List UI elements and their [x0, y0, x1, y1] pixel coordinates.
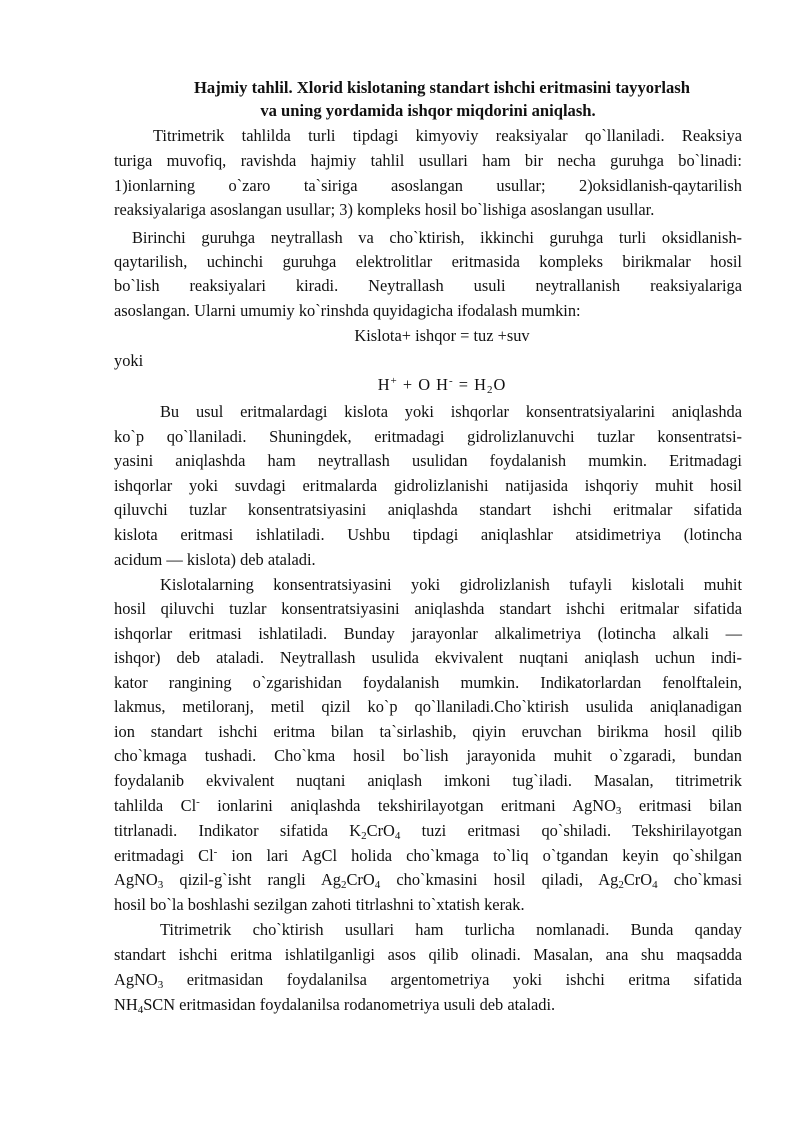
document-title-line-2: va uning yordamida ishqor miqdorini aniqlash. [260, 101, 596, 120]
paragraph-3-line: qiluvchi tuzlar konsentratsiyasini aniqlashda standart ishchi eritmalar sifatida [114, 500, 742, 519]
paragraph-1-line: Titrimetrik tahlilda turli tipdagi kimyoviy reaksiyalar qo`llaniladi. Reaksiya [153, 126, 742, 145]
paragraph-3-line: ko`p qo`llaniladi. Shuningdek, eritmadagi gidrolizlanuvchi tuzlar konsentratsi- [114, 427, 742, 446]
paragraph-1-line: 1)ionlarning o`zaro ta`siriga asoslangan usullar; 2)oksidlanish-qaytarilish [114, 176, 742, 195]
paragraph-4-line: AgNO$_3$ qizil-g`isht rangli $Ag_2CrO_4$ cho`kmasini hosil qiladi, $Ag_2CrO_4$ cho`kmasi [114, 870, 742, 891]
paragraph-3-line: Bu usul eritmalardagi kislota yoki ishqorlar konsentratsiyalarini aniqlashda [160, 402, 742, 421]
paragraph-5-line: $NH_4SCN$ eritmasidan foydalanilsa rodanometriya usuli deb ataladi. [114, 995, 556, 1016]
equation-neutralization: Kislota+ ishqor = tuz +suv [354, 326, 530, 345]
paragraph-2-line: qaytarilish, uchinchi guruhga elektrolitlar eritmasida kompleks birikmalar hosil [114, 252, 742, 271]
paragraph-5-line: Titrimetrik cho`ktirish usullari ham turlicha nomlanadi. Bunda qanday [160, 920, 742, 939]
paragraph-4-line: foydalanib ekvivalent nuqtani aniqlash imkoni tug`iladi. Masalan, titrimetrik [114, 771, 742, 790]
paragraph-2-line: asoslangan. Ularni umumiy ko`rinshda quyidagicha ifodalash mumkin: [114, 301, 581, 320]
paragraph-4-line: hosil bo`la boshlashi sezilgan zahoti titrlashni to`xtatish kerak. [114, 895, 525, 914]
paragraph-1-line: reaksiyalariga asoslangan usullar; 3) kompleks hosil bo`lishiga asoslangan usullar. [114, 200, 655, 219]
paragraph-1-line: turiga muvofiq, ravishda hajmiy tahlil usullari ham bir necha guruhga bo`linadi: [114, 151, 742, 170]
paragraph-4-line: kator rangining o`zgarishidan foydalanish mumkin. Indikatorlardan fenolftalein, [114, 673, 742, 692]
paragraph-2-line: Birinchi guruhga neytrallash va cho`ktirish, ikkinchi guruhga turli oksidlanish- [132, 228, 742, 247]
paragraph-4-line: ishqor) deb ataladi. Neytrallash usulida ekvivalent nuqtani aniqlash uchun indi- [114, 648, 742, 667]
document-title-line-1: Hajmiy tahlil. Xlorid kislotaning standart ishchi eritmasini tayyorlash [193, 78, 690, 97]
paragraph-5-line: standart ishchi eritma ishlatilganligi asos qilib olinadi. Masalan, ana shu maqsadda [114, 945, 742, 964]
yoki-label: yoki [114, 351, 144, 370]
paragraph-4-line: titrlanadi. Indikator sifatida $K_2CrO_4$ tuzi eritmasi qo`shiladi. Tekshirilayotgan [114, 821, 742, 842]
paragraph-3-line: kislota eritmasi ishlatiladi. Ushbu tipdagi aniqlashlar atsidimetriya (lotincha [114, 525, 742, 544]
paragraph-4-line: eritmadagi Cl- ion lari AgCl holida cho`kmaga to`liq o`tgandan keyin qo`shilgan [114, 846, 742, 865]
paragraph-4-line: cho`kmaga tushadi. Cho`kma hosil bo`lish jarayonida muhit o`zgaradi, bundan [114, 746, 742, 765]
equation-ionic: H+ + O $H^- = H_2O$ [377, 375, 507, 396]
paragraph-4-line: Kislotalarning konsentratsiyasini yoki gidrolizlanish tufayli kislotali muhit [160, 575, 742, 594]
paragraph-4-line: ion standart ishchi eritma bilan ta`sirlashib, qiyin eruvchan birikma hosil qilib [114, 722, 742, 741]
paragraph-3-line: acidum — kislota) deb ataladi. [114, 550, 316, 569]
paragraph-4-line: lakmus, metiloranj, metil qizil ko`p qo`llaniladi.Cho`ktirish usulida aniqlanadigan [114, 697, 742, 716]
paragraph-5-line: AgNO$_3$ eritmasidan foydalanilsa argentometriya yoki ishchi eritma sifatida [114, 970, 742, 991]
paragraph-2-line: bo`lish reaksiyalari kiradi. Neytrallash usuli neytrallanish reaksiyalariga [114, 276, 742, 295]
paragraph-4-line: ishqorlar eritmasi ishlatiladi. Bunday jarayonlar alkalimetriya (lotincha alkali — [114, 624, 742, 643]
paragraph-4-line: tahlilda Cl- ionlarini aniqlashda tekshirilayotgan eritmani AgNO$_3$ eritmasi bilan [114, 796, 742, 817]
paragraph-4-line: hosil qiluvchi tuzlar konsentratsiyasini aniqlashda standart ishchi eritmalar sifatida [114, 599, 742, 618]
paragraph-3-line: yasini aniqlashda ham neytrallash usulidan foydalanish mumkin. Eritmadagi [114, 451, 742, 470]
paragraph-3-line: ishqorlar yoki suvdagi eritmalarda gidrolizlanishi natijasida ishqoriy muhit hosil [114, 476, 742, 495]
